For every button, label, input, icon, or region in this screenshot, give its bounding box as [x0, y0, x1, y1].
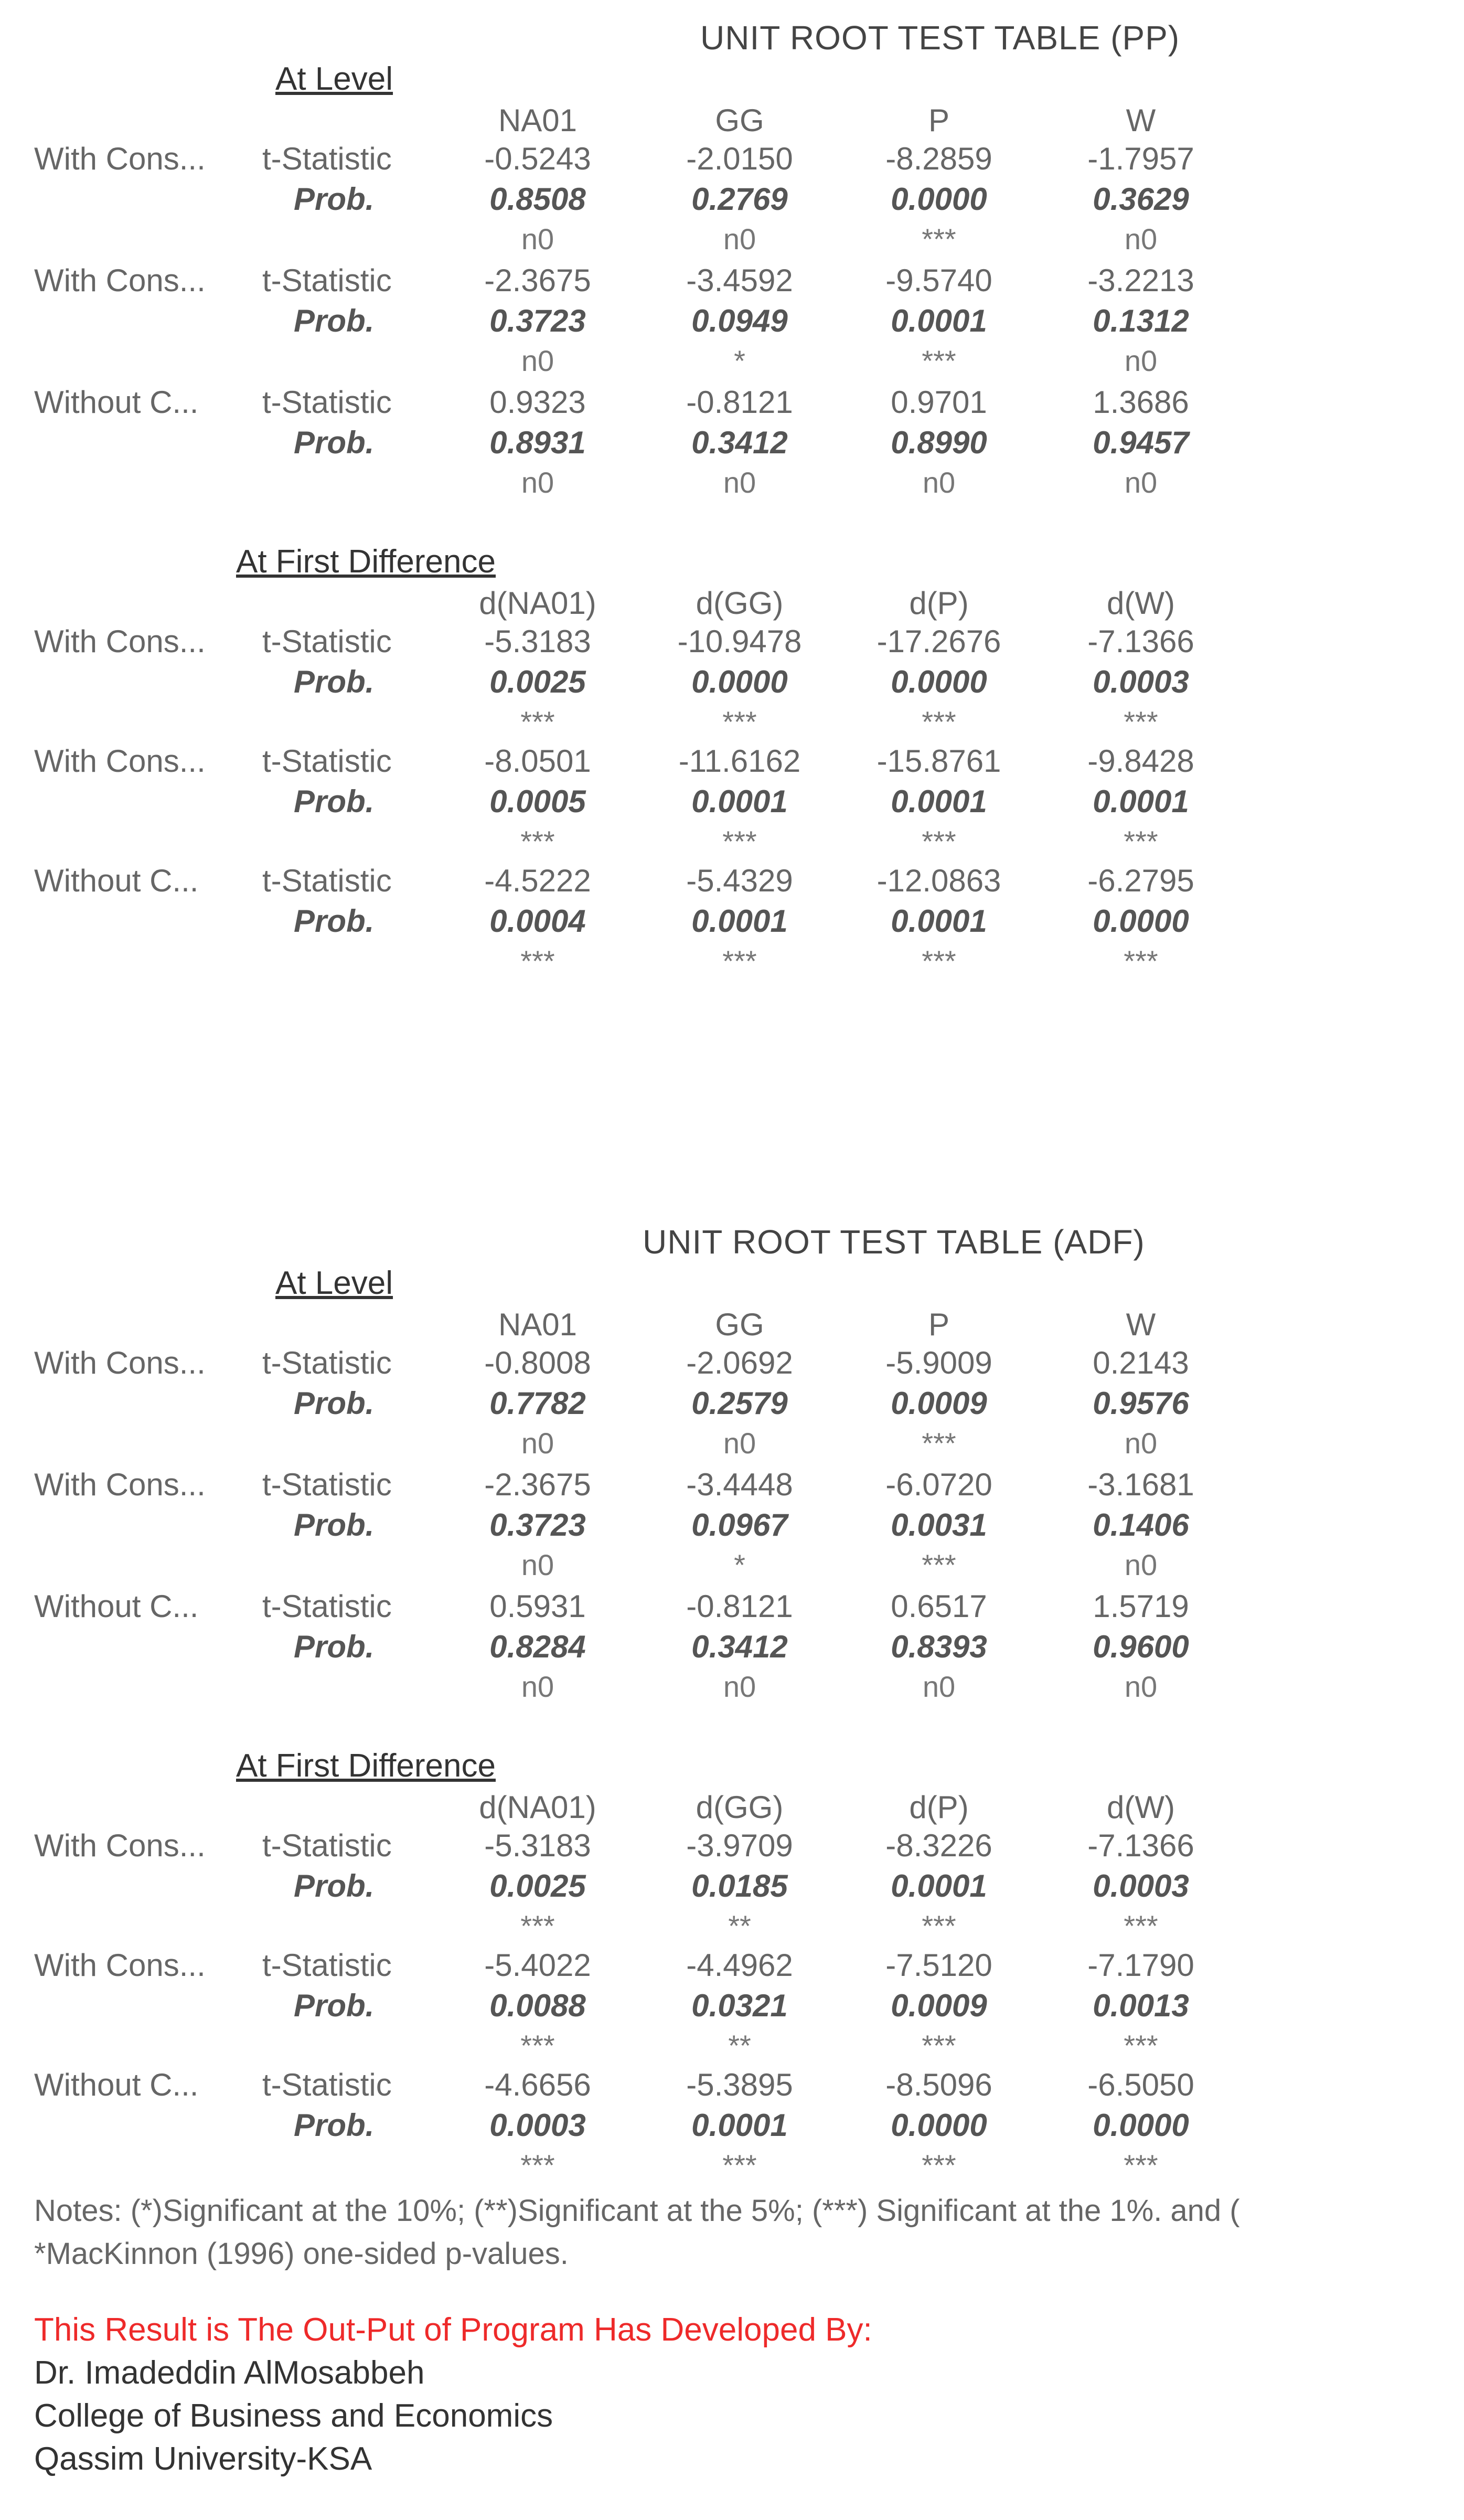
prob-label: Prob.: [294, 182, 375, 217]
column-header: d(P): [909, 586, 969, 621]
significance-mark: n0: [521, 466, 554, 499]
prob-label: Prob.: [294, 1988, 375, 2023]
row-label: Without C...: [34, 385, 199, 420]
prob-value: 0.0000: [891, 182, 987, 217]
tstat-value: -7.1790: [1087, 1948, 1194, 1983]
tstat-label: t-Statistic: [262, 1467, 392, 1502]
significance-mark: ***: [722, 2149, 757, 2182]
row-label: With Cons...: [34, 743, 206, 779]
prob-value: 0.0001: [891, 903, 987, 939]
column-header: d(NA01): [479, 586, 596, 621]
prob-value: 0.0949: [691, 303, 788, 338]
tstat-value: -6.5050: [1087, 2067, 1194, 2102]
tstat-value: 0.9701: [891, 385, 987, 420]
tstat-value: -6.0720: [885, 1467, 992, 1502]
significance-mark: n0: [521, 1670, 554, 1703]
significance-mark: ***: [520, 825, 555, 858]
significance-mark: n0: [1124, 222, 1158, 256]
prob-value: 0.7782: [489, 1386, 586, 1421]
prob-value: 0.8284: [489, 1629, 586, 1664]
row-label: Without C...: [34, 863, 199, 898]
tstat-label: t-Statistic: [262, 863, 392, 898]
tstat-value: -3.1681: [1087, 1467, 1194, 1502]
tstat-value: -5.4329: [686, 863, 793, 898]
tstat-label: t-Statistic: [262, 141, 392, 176]
row-label: With Cons...: [34, 624, 206, 659]
tstat-value: -0.8121: [686, 1589, 793, 1624]
prob-label: Prob.: [294, 1386, 375, 1421]
prob-label: Prob.: [294, 303, 375, 338]
prob-value: 0.9600: [1093, 1629, 1189, 1664]
significance-mark: ***: [922, 1548, 956, 1581]
significance-mark: ***: [922, 344, 956, 377]
significance-mark: n0: [521, 344, 554, 377]
column-header: d(W): [1107, 586, 1175, 621]
column-header: GG: [715, 103, 764, 138]
significance-mark: ***: [1124, 705, 1158, 738]
tstat-value: -4.5222: [484, 863, 591, 898]
tstat-value: -11.6162: [678, 743, 801, 779]
significance-mark: **: [728, 2029, 751, 2062]
significance-mark: ***: [520, 944, 555, 977]
prob-value: 0.3412: [691, 1629, 788, 1664]
significance-mark: ***: [922, 1909, 956, 1942]
prob-value: 0.0009: [891, 1988, 987, 2023]
prob-value: 0.2769: [691, 182, 788, 217]
row-label: With Cons...: [34, 1948, 206, 1983]
column-header: d(NA01): [479, 1790, 596, 1825]
tstat-value: 0.9323: [489, 385, 586, 420]
tstat-value: -3.4592: [686, 263, 793, 298]
tstat-label: t-Statistic: [262, 743, 392, 779]
prob-value: 0.0013: [1093, 1988, 1189, 2023]
significance-mark: ***: [1124, 944, 1158, 977]
significance-mark: ***: [922, 825, 956, 858]
prob-label: Prob.: [294, 784, 375, 819]
column-header: d(GG): [696, 586, 784, 621]
tstat-value: -2.3675: [484, 263, 591, 298]
tstat-label: t-Statistic: [262, 385, 392, 420]
row-label: Without C...: [34, 2067, 199, 2102]
significance-mark: *: [734, 1548, 745, 1581]
prob-value: 0.0967: [691, 1507, 788, 1543]
tstat-value: 0.2143: [1093, 1345, 1189, 1380]
significance-mark: n0: [723, 1670, 756, 1703]
tstat-label: t-Statistic: [262, 1589, 392, 1624]
column-header: d(W): [1107, 1790, 1175, 1825]
prob-value: 0.0000: [1093, 2108, 1189, 2143]
tstat-value: -9.5740: [885, 263, 992, 298]
prob-label: Prob.: [294, 2108, 375, 2143]
significance-mark: n0: [723, 466, 756, 499]
tstat-value: -4.4962: [686, 1948, 793, 1983]
significance-mark: *: [734, 344, 745, 377]
tstat-value: -7.5120: [885, 1948, 992, 1983]
tstat-value: -3.2213: [1087, 263, 1194, 298]
prob-value: 0.3412: [691, 425, 788, 460]
prob-value: 0.9576: [1093, 1386, 1189, 1421]
prob-value: 0.1406: [1093, 1507, 1189, 1543]
tstat-value: -0.8008: [484, 1345, 591, 1380]
significance-mark: n0: [1124, 1670, 1158, 1703]
prob-value: 0.0001: [891, 784, 987, 819]
prob-value: 0.0000: [891, 2108, 987, 2143]
prob-value: 0.0088: [489, 1988, 586, 2023]
tstat-value: -7.1366: [1087, 624, 1194, 659]
tstat-value: 1.3686: [1093, 385, 1189, 420]
significance-mark: ***: [922, 2029, 956, 2062]
prob-value: 0.0000: [891, 664, 987, 699]
author-credit-line: College of Business and Economics: [34, 2398, 553, 2434]
column-header: W: [1126, 103, 1156, 138]
significance-mark: n0: [1124, 466, 1158, 499]
prob-value: 0.0001: [691, 784, 788, 819]
tstat-value: -2.0692: [686, 1345, 793, 1380]
column-header: P: [928, 103, 950, 138]
row-label: With Cons...: [34, 1467, 206, 1502]
prob-value: 0.0003: [489, 2108, 586, 2143]
prob-label: Prob.: [294, 903, 375, 939]
prob-value: 0.0000: [691, 664, 788, 699]
prob-value: 0.2579: [691, 1386, 788, 1421]
significance-mark: ***: [520, 2029, 555, 2062]
prob-value: 0.0025: [489, 664, 586, 699]
prob-value: 0.0004: [489, 903, 586, 939]
tstat-value: -8.2859: [885, 141, 992, 176]
significance-mark: ***: [922, 1427, 956, 1460]
significance-mark: ***: [722, 825, 757, 858]
tstat-value: -8.0501: [484, 743, 591, 779]
prob-value: 0.0185: [691, 1868, 788, 1904]
tstat-label: t-Statistic: [262, 1828, 392, 1863]
prob-value: 0.0003: [1093, 1868, 1189, 1904]
tstat-value: -10.9478: [677, 624, 802, 659]
prob-value: 0.0003: [1093, 664, 1189, 699]
column-header: d(GG): [696, 1790, 784, 1825]
significance-mark: n0: [723, 1427, 756, 1460]
tstat-value: -0.5243: [484, 141, 591, 176]
table-title: UNIT ROOT TEST TABLE (PP): [700, 19, 1180, 57]
prob-label: Prob.: [294, 664, 375, 699]
significance-mark: ***: [922, 222, 956, 256]
prob-value: 0.0001: [691, 2108, 788, 2143]
significance-mark: n0: [922, 1670, 956, 1703]
prob-value: 0.0001: [1093, 784, 1189, 819]
significance-mark: n0: [922, 466, 956, 499]
significance-mark: n0: [521, 222, 554, 256]
table-title: UNIT ROOT TEST TABLE (ADF): [643, 1223, 1145, 1261]
prob-value: 0.0001: [691, 903, 788, 939]
tstat-value: -17.2676: [877, 624, 1001, 659]
section-heading: At Level: [275, 61, 393, 97]
tstat-label: t-Statistic: [262, 263, 392, 298]
section-heading: At Level: [275, 1265, 393, 1301]
column-header: P: [928, 1307, 950, 1342]
prob-label: Prob.: [294, 1868, 375, 1904]
tstat-value: -5.3183: [484, 1828, 591, 1863]
prob-value: 0.3723: [489, 1507, 586, 1543]
tstat-value: -2.0150: [686, 141, 793, 176]
prob-value: 0.0001: [891, 1868, 987, 1904]
tstat-label: t-Statistic: [262, 1948, 392, 1983]
significance-mark: ***: [1124, 2149, 1158, 2182]
tstat-value: -5.3183: [484, 624, 591, 659]
prob-value: 0.0031: [891, 1507, 987, 1543]
significance-mark: ***: [722, 705, 757, 738]
tstat-value: -5.4022: [484, 1948, 591, 1983]
tstat-value: -3.4448: [686, 1467, 793, 1502]
section-heading: At First Difference: [236, 544, 496, 580]
row-label: With Cons...: [34, 263, 206, 298]
prob-value: 0.0025: [489, 1868, 586, 1904]
tstat-value: -7.1366: [1087, 1828, 1194, 1863]
row-label: With Cons...: [34, 141, 206, 176]
significance-mark: ***: [520, 1909, 555, 1942]
significance-mark: n0: [521, 1427, 554, 1460]
tstat-value: -6.2795: [1087, 863, 1194, 898]
tstat-value: -4.6656: [484, 2067, 591, 2102]
prob-value: 0.8508: [489, 182, 586, 217]
section-heading: At First Difference: [236, 1748, 496, 1784]
author-credit-line: Qassim University-KSA: [34, 2441, 372, 2477]
significance-mark: n0: [1124, 344, 1158, 377]
tstat-value: -5.3895: [686, 2067, 793, 2102]
significance-mark: ***: [520, 2149, 555, 2182]
tstat-value: -0.8121: [686, 385, 793, 420]
prob-value: 0.0321: [691, 1988, 788, 2023]
tstat-label: t-Statistic: [262, 1345, 392, 1380]
row-label: Without C...: [34, 1589, 199, 1624]
significance-mark: ***: [1124, 2029, 1158, 2062]
prob-value: 0.1312: [1093, 303, 1189, 338]
prob-value: 0.0005: [489, 784, 586, 819]
prob-value: 0.0000: [1093, 903, 1189, 939]
tstat-value: 0.5931: [489, 1589, 586, 1624]
significance-mark: ***: [722, 944, 757, 977]
tstat-value: 0.6517: [891, 1589, 987, 1624]
tstat-value: -9.8428: [1087, 743, 1194, 779]
tstat-value: -1.7957: [1087, 141, 1194, 176]
tstat-value: 1.5719: [1093, 1589, 1189, 1624]
prob-value: 0.3629: [1093, 182, 1189, 217]
prob-value: 0.8931: [489, 425, 586, 460]
significance-mark: ***: [1124, 1909, 1158, 1942]
column-header: W: [1126, 1307, 1156, 1342]
significance-mark: n0: [1124, 1427, 1158, 1460]
tstat-label: t-Statistic: [262, 624, 392, 659]
significance-mark: ***: [922, 705, 956, 738]
column-header: NA01: [498, 103, 578, 138]
significance-mark: **: [728, 1909, 751, 1942]
prob-value: 0.0009: [891, 1386, 987, 1421]
row-label: With Cons...: [34, 1828, 206, 1863]
tstat-value: -8.5096: [885, 2067, 992, 2102]
tstat-value: -8.3226: [885, 1828, 992, 1863]
significance-mark: n0: [723, 222, 756, 256]
significance-mark: n0: [1124, 1548, 1158, 1581]
tstat-value: -5.9009: [885, 1345, 992, 1380]
footnote: Notes: (*)Significant at the 10%; (**)Significant at the 5%; (***) Significant at the 1%. and (: [34, 2194, 1240, 2228]
prob-value: 0.3723: [489, 303, 586, 338]
footnote: *MacKinnon (1996) one-sided p-values.: [34, 2237, 569, 2271]
tstat-label: t-Statistic: [262, 2067, 392, 2102]
column-header: d(P): [909, 1790, 969, 1825]
significance-mark: ***: [520, 705, 555, 738]
author-credit-heading: This Result is The Out-Put of Program Has Developed By:: [34, 2312, 872, 2348]
tstat-value: -3.9709: [686, 1828, 793, 1863]
tstat-value: -15.8761: [877, 743, 1001, 779]
significance-mark: ***: [922, 2149, 956, 2182]
prob-value: 0.9457: [1093, 425, 1189, 460]
column-header: GG: [715, 1307, 764, 1342]
column-header: NA01: [498, 1307, 578, 1342]
significance-mark: ***: [922, 944, 956, 977]
tstat-value: -12.0863: [877, 863, 1001, 898]
prob-value: 0.8393: [891, 1629, 987, 1664]
prob-label: Prob.: [294, 1629, 375, 1664]
author-credit-line: Dr. Imadeddin AlMosabbeh: [34, 2355, 425, 2391]
significance-mark: n0: [521, 1548, 554, 1581]
significance-mark: ***: [1124, 825, 1158, 858]
row-label: With Cons...: [34, 1345, 206, 1380]
prob-value: 0.0001: [891, 303, 987, 338]
tstat-value: -2.3675: [484, 1467, 591, 1502]
prob-value: 0.8990: [891, 425, 987, 460]
prob-label: Prob.: [294, 425, 375, 460]
prob-label: Prob.: [294, 1507, 375, 1543]
